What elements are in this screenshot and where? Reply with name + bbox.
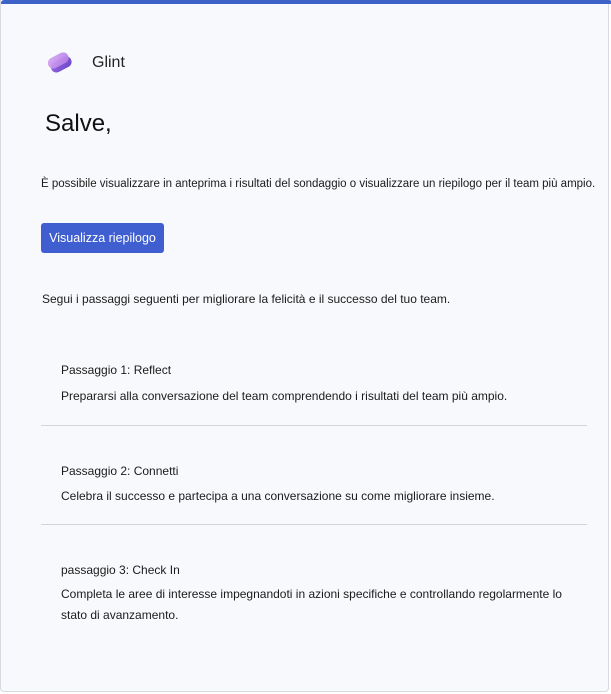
step-divider xyxy=(41,524,587,525)
step-divider xyxy=(41,425,587,426)
glint-logo-icon xyxy=(46,49,80,77)
intro-text: È possibile visualizzare in anteprima i risultati del sondaggio o visualizzare un riepilogo per il team più ampio. xyxy=(41,178,596,190)
top-accent-bar xyxy=(1,0,611,4)
view-summary-button[interactable]: Visualizza riepilogo xyxy=(41,223,164,253)
step-description: Prepararsi alla conversazione del team comprendendo i risultati del team più ampio. xyxy=(61,389,508,403)
step-title: Passaggio 1: Reflect xyxy=(61,363,172,377)
brand-name: Glint xyxy=(92,54,125,71)
step-2 xyxy=(41,463,587,513)
step-3 xyxy=(41,562,587,632)
step-title: passaggio 3: Check In xyxy=(61,563,180,577)
step-description: Celebra il successo e partecipa a una conversazione su come migliorare insieme. xyxy=(61,489,495,503)
brand-header xyxy=(46,49,125,77)
step-1 xyxy=(41,362,587,412)
step-description: Completa le aree di interesse impegnandoti in azioni specifiche e controllando regolarmente lo stato di avanzamento. xyxy=(61,587,562,622)
guide-text: Segui i passaggi seguenti per migliorare la felicità e il successo del tuo team. xyxy=(42,292,451,306)
step-title: Passaggio 2: Connetti xyxy=(61,464,179,478)
greeting-heading: Salve, xyxy=(45,110,112,137)
